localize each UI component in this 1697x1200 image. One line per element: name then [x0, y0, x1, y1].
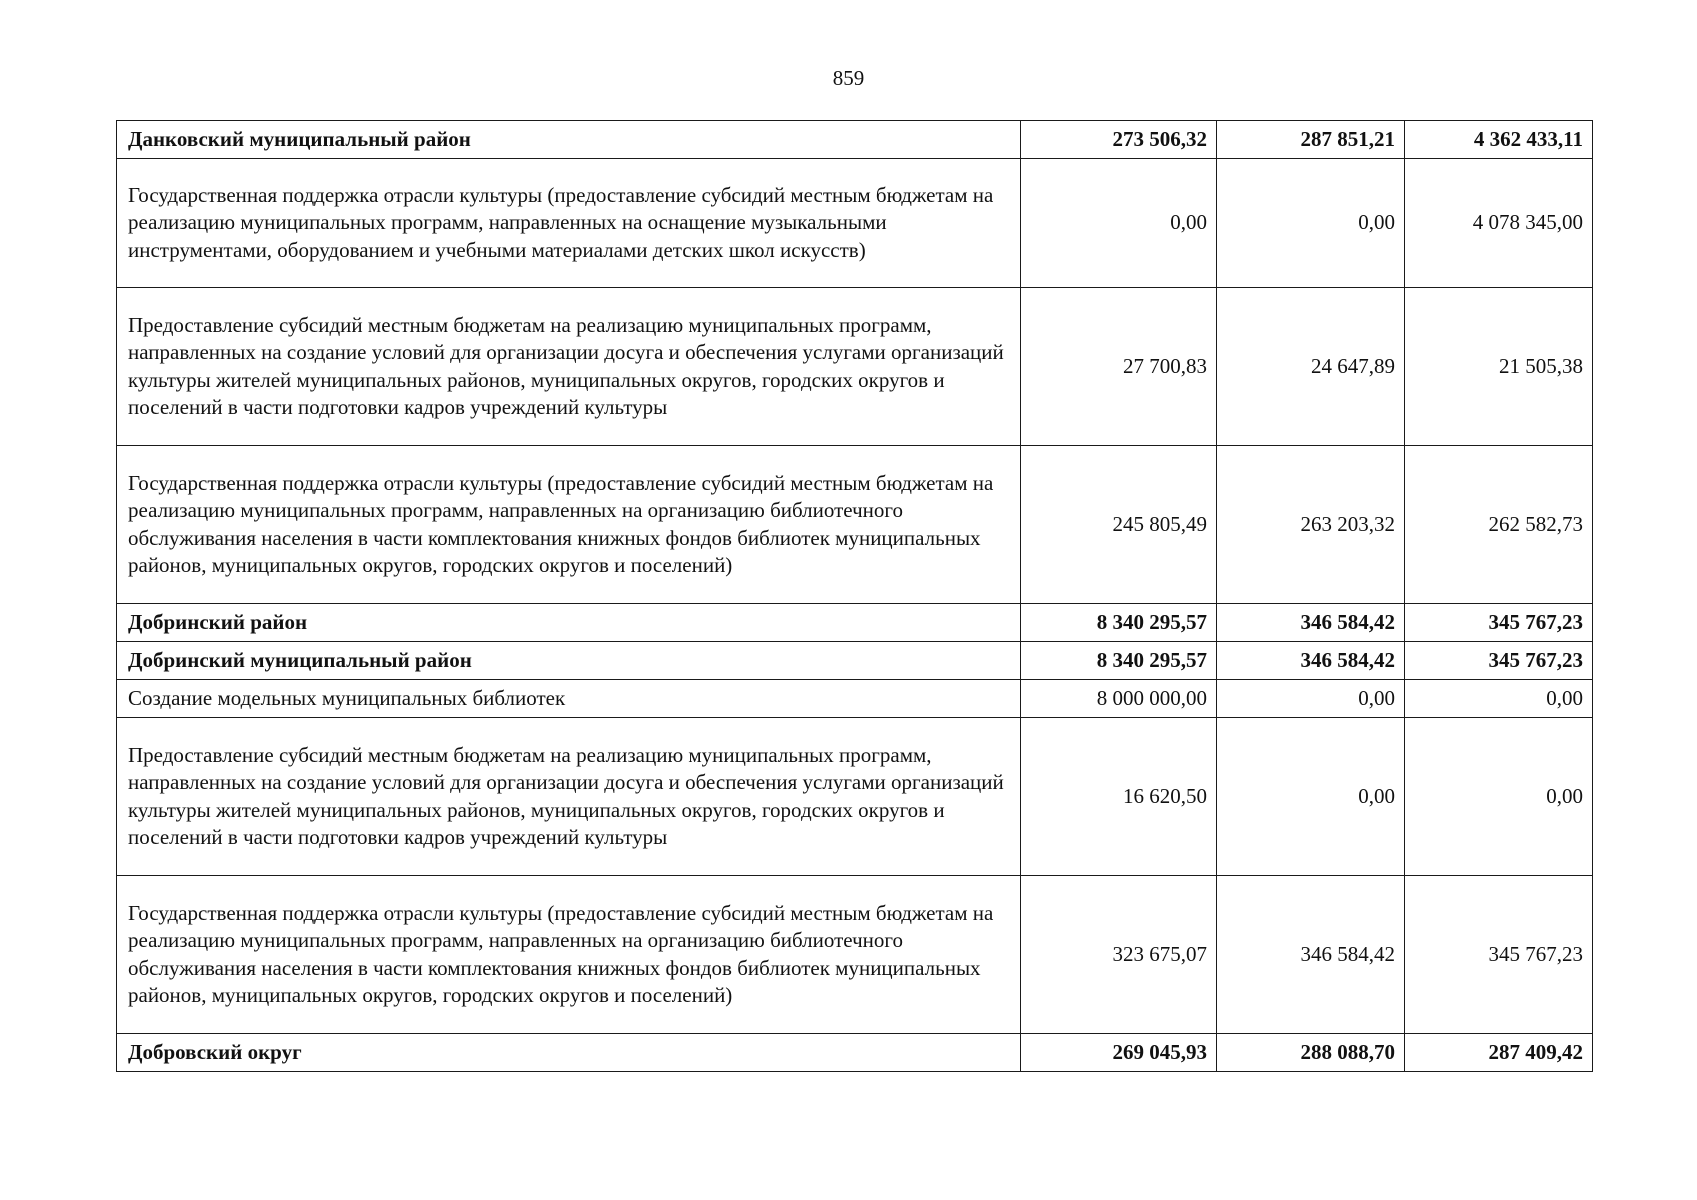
row-value-1: 27 700,83	[1021, 288, 1217, 446]
table-row	[117, 680, 1593, 718]
row-value-3: 21 505,38	[1405, 288, 1593, 446]
row-name: Государственная поддержка отрасли культуры (предоставление субсидий местным бюджетам на реализацию муниципальных программ, направленных на организацию библиотечного обслуживания населения в части комплектования книжных фондов библиотек муниципальных районов, муниципальных округов, городских округов и поселений)	[117, 446, 1021, 604]
table-row-region-total	[117, 604, 1593, 642]
row-value-1: 8 340 295,57	[1021, 604, 1217, 642]
row-value-1: 245 805,49	[1021, 446, 1217, 604]
row-value-2: 0,00	[1217, 718, 1405, 876]
row-value-2: 346 584,42	[1217, 642, 1405, 680]
row-value-1: 8 340 295,57	[1021, 642, 1217, 680]
row-value-1: 8 000 000,00	[1021, 680, 1217, 718]
table-row-district-total	[117, 642, 1593, 680]
row-value-1: 273 506,32	[1021, 121, 1217, 159]
table-row-district-total	[117, 121, 1593, 159]
table-row	[117, 288, 1593, 446]
row-value-2: 0,00	[1217, 680, 1405, 718]
row-value-3: 0,00	[1405, 680, 1593, 718]
row-value-1: 269 045,93	[1021, 1034, 1217, 1072]
table-row-district-total	[117, 1034, 1593, 1072]
row-value-3: 345 767,23	[1405, 604, 1593, 642]
row-name: Данковский муниципальный район	[117, 121, 1021, 159]
row-value-2: 0,00	[1217, 159, 1405, 288]
row-value-3: 4 362 433,11	[1405, 121, 1593, 159]
row-value-3: 262 582,73	[1405, 446, 1593, 604]
row-value-3: 287 409,42	[1405, 1034, 1593, 1072]
row-name: Добровский округ	[117, 1034, 1021, 1072]
row-value-2: 263 203,32	[1217, 446, 1405, 604]
row-value-3: 345 767,23	[1405, 642, 1593, 680]
row-value-2: 346 584,42	[1217, 604, 1405, 642]
table-row	[117, 718, 1593, 876]
row-value-2: 287 851,21	[1217, 121, 1405, 159]
row-value-2: 24 647,89	[1217, 288, 1405, 446]
table-row	[117, 876, 1593, 1034]
row-value-1: 0,00	[1021, 159, 1217, 288]
row-value-2: 346 584,42	[1217, 876, 1405, 1034]
budget-table	[116, 120, 1593, 1072]
row-name: Предоставление субсидий местным бюджетам на реализацию муниципальных программ, направленных на создание условий для организации досуга и обеспечения услугами организаций культуры жителей муниципальных районов, муниципальных округов, городских округов и поселений в части подготовки кадров учреждений культуры	[117, 718, 1021, 876]
row-value-3: 345 767,23	[1405, 876, 1593, 1034]
row-value-3: 0,00	[1405, 718, 1593, 876]
row-value-1: 16 620,50	[1021, 718, 1217, 876]
row-name: Создание модельных муниципальных библиотек	[117, 680, 1021, 718]
table-row	[117, 446, 1593, 604]
row-name: Добринский муниципальный район	[117, 642, 1021, 680]
table-row	[117, 159, 1593, 288]
row-name: Добринский район	[117, 604, 1021, 642]
row-name: Предоставление субсидий местным бюджетам на реализацию муниципальных программ, направленных на создание условий для организации досуга и обеспечения услугами организаций культуры жителей муниципальных районов, муниципальных округов, городских округов и поселений в части подготовки кадров учреждений культуры	[117, 288, 1021, 446]
row-value-2: 288 088,70	[1217, 1034, 1405, 1072]
row-value-1: 323 675,07	[1021, 876, 1217, 1034]
row-name: Государственная поддержка отрасли культуры (предоставление субсидий местным бюджетам на реализацию муниципальных программ, направленных на организацию библиотечного обслуживания населения в части комплектования книжных фондов библиотек муниципальных районов, муниципальных округов, городских округов и поселений)	[117, 876, 1021, 1034]
row-value-3: 4 078 345,00	[1405, 159, 1593, 288]
row-name: Государственная поддержка отрасли культуры (предоставление субсидий местным бюджетам на реализацию муниципальных программ, направленных на оснащение музыкальными инструментами, оборудованием и учебными материалами детских школ искусств)	[117, 159, 1021, 288]
page-number: 859	[832, 66, 865, 90]
